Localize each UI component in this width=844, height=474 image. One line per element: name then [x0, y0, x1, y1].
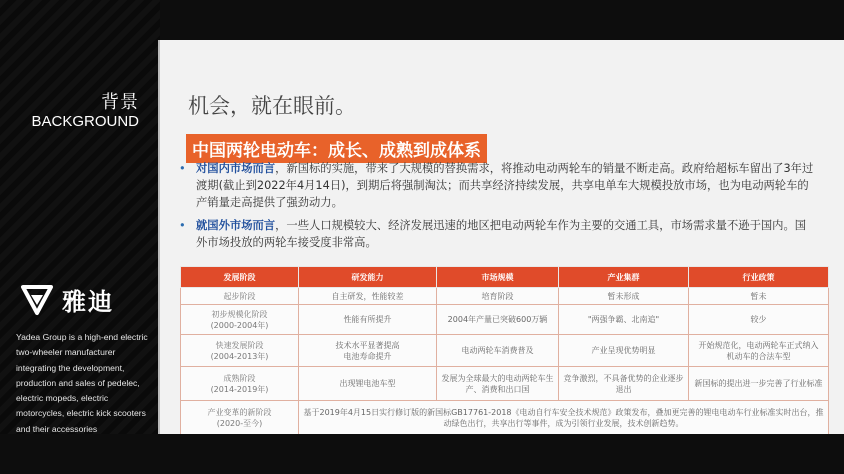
bullet-list — [174, 160, 814, 257]
table-header: 发展阶段 — [181, 267, 299, 288]
slide-content — [158, 40, 844, 434]
bullet-text: ，一些人口规模较大、经济发展迅速的地区把电动两轮车作为主要的交通工具，市场需求量不逊于国内。国外市场投放的两轮车接受度非常高。 — [196, 219, 807, 249]
table-cell: 产业变革的新阶段 (2020-至今) — [181, 401, 299, 435]
bullet-lead: 对国内市场而言 — [196, 162, 276, 175]
table-cell: 暂未 — [689, 288, 829, 305]
slide-headline: 机会，就在眼前。 — [188, 94, 356, 118]
table-row — [181, 288, 829, 305]
table-cell: 2004年产量已突破600万辆 — [437, 305, 559, 335]
table-cell: 较少 — [689, 305, 829, 335]
table-cell: 暂未形成 — [559, 288, 689, 305]
table-cell-merged: 基于2019年4月15日实行修订版的新国标GB17761-2018《电动自行车安全技术规范》政策发布，叠加更完善的锂电电动车行业标准实时出台，推动绿色出行，共享出行等事件，成为引领行业发展，技术创新趋势。 — [299, 401, 829, 435]
table-header: 研发能力 — [299, 267, 437, 288]
table-cell: 竞争激烈，不具备优势的企业逐步退出 — [559, 367, 689, 401]
slide-subheading: 中国两轮电动车：成长、成熟到成体系 — [186, 134, 487, 163]
table-cell: 出现锂电池车型 — [299, 367, 437, 401]
table-row — [181, 335, 829, 367]
table-cell: 技术水平显著提高 电池寿命提升 — [299, 335, 437, 367]
table-cell: "两强争霸、北南追" — [559, 305, 689, 335]
table-cell: 成熟阶段 (2014-2019年) — [181, 367, 299, 401]
brand-name: 雅迪 — [62, 288, 114, 316]
development-stage-table — [180, 266, 829, 434]
table-cell: 自主研发，性能较差 — [299, 288, 437, 305]
bullet-dot-icon: • — [179, 219, 186, 232]
section-title-en: BACKGROUND — [31, 113, 139, 130]
table-row — [181, 367, 829, 401]
table-cell: 发展为全球最大的电动两轮车生产、消费和出口国 — [437, 367, 559, 401]
bullet-lead: 就国外市场而言 — [196, 219, 276, 232]
table-cell: 电动两轮车消费普及 — [437, 335, 559, 367]
section-title-cn: 背景 — [101, 92, 139, 113]
table-row — [181, 305, 829, 335]
table-cell: 开始规范化，电动两轮车正式纳入 机动车的合法车型 — [689, 335, 829, 367]
table-header: 产业集群 — [559, 267, 689, 288]
table-row — [181, 401, 829, 435]
bottom-bar — [0, 434, 844, 474]
table-cell: 产业呈现优势明显 — [559, 335, 689, 367]
bullet-overseas — [174, 217, 814, 251]
table-cell: 培育阶段 — [437, 288, 559, 305]
bullet-dot-icon: • — [179, 162, 186, 175]
bullet-text: ，新国标的实施，带来了大规模的替换需求，将推动电动两轮车的销量不断走高。政府给超标车留出了3年过渡期(截止到2022年4月14日)，到期后将强制淘汰；而共享经济持续发展，共享电单车大规模投放市场，也为电动两轮车的产销量走高提供了强劲动力。 — [196, 162, 814, 209]
bullet-domestic — [174, 160, 814, 211]
table-cell: 起步阶段 — [181, 288, 299, 305]
table-header-row — [181, 267, 829, 288]
company-description: Yadea Group is a high-end electric two-wheeler manufacturer integrating the development, production and sales of pedelec, electric mopeds, electric motorcycles, electric kick scooters and their accessories — [16, 332, 148, 434]
table-cell: 初步规模化阶段 (2000-2004年) — [181, 305, 299, 335]
table-cell: 快速发展阶段 (2004-2013年) — [181, 335, 299, 367]
table-cell: 性能有所提升 — [299, 305, 437, 335]
table-header: 市场规模 — [437, 267, 559, 288]
yadea-logo-icon — [20, 284, 54, 316]
brand-logo — [20, 282, 114, 317]
table-cell: 新国标的提出进一步完善了行业标准 — [689, 367, 829, 401]
table-header: 行业政策 — [689, 267, 829, 288]
